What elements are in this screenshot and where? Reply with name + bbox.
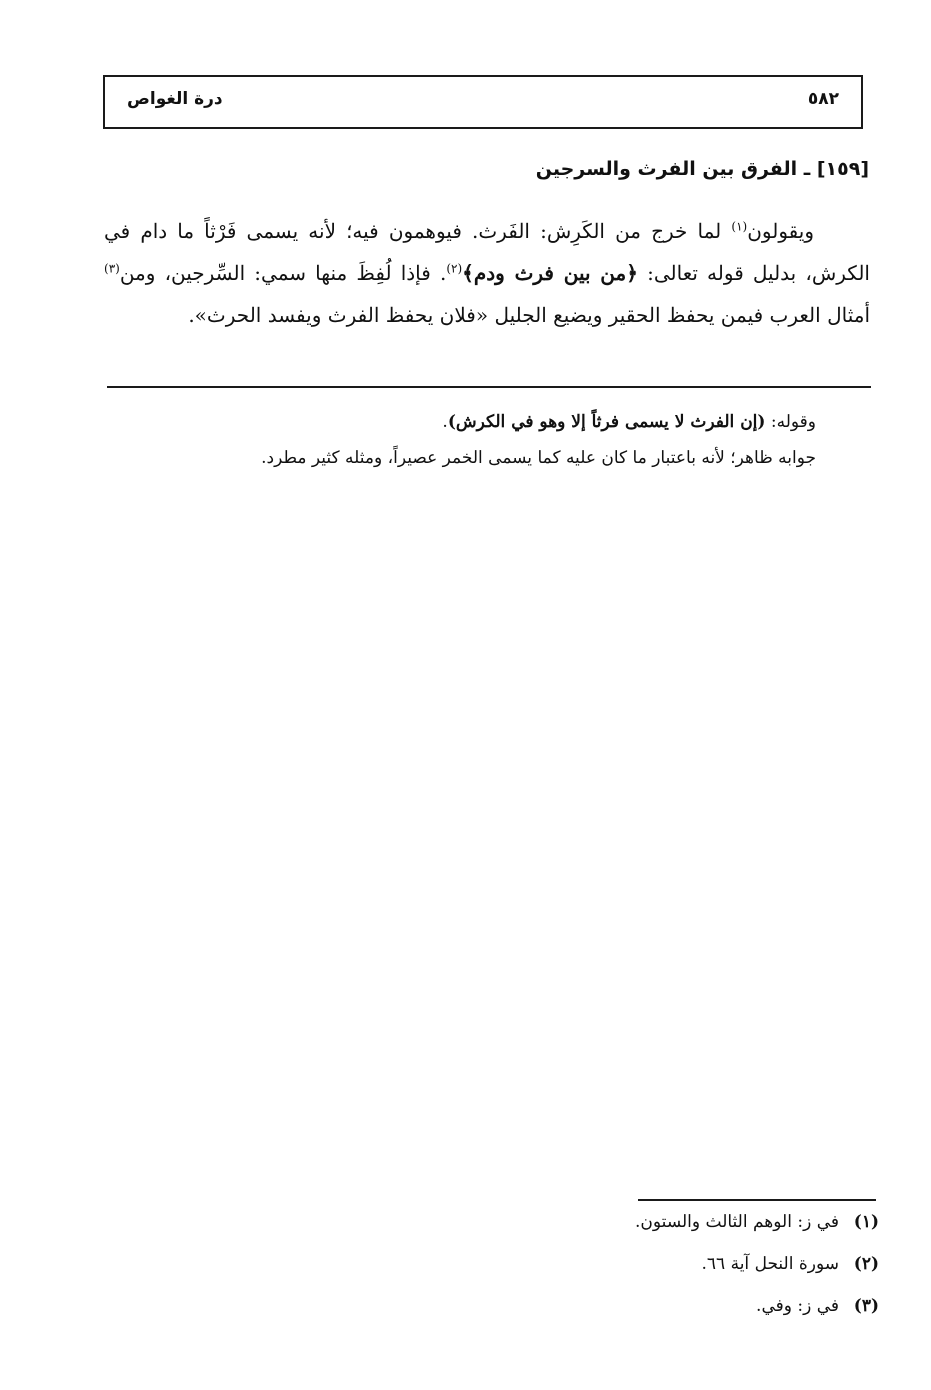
footnote-number: (١) (853, 1212, 879, 1232)
footnote-number: (٢) (853, 1254, 879, 1274)
text-run: أمثال العرب فيمن يحفظ الحقير ويضيع الجليل «فلان يحفظ الفرث ويفسد الحرث». (188, 303, 870, 327)
commentary-line-2: جوابه ظاهر؛ لأنه باعتبار ما كان عليه كما يسمى الخمر عصيراً، ومثله كثير مطرد. (261, 448, 816, 468)
main-text (104, 210, 870, 336)
book-title: درة الغواص (127, 89, 223, 109)
footnote-ref-1: (١) (731, 219, 748, 234)
section-title: [١٥٩] ـ الفرق بين الفرث والسرجين (535, 158, 869, 180)
footnote-text: في ز: الوهم الثالث والستون. (635, 1212, 839, 1232)
footnote-item (379, 1212, 879, 1254)
text-run: ويقولون (747, 219, 814, 243)
commentary-line-1 (104, 404, 816, 440)
footnote-item (379, 1254, 879, 1296)
running-header (103, 75, 863, 129)
text-run: . فإذا لُفِظَ منها سمي: السِّرجين، ومن (119, 261, 447, 285)
footnote-text: في ز: وفي. (756, 1296, 839, 1316)
footnote-ref-2: (٢) (446, 261, 463, 276)
quoted-claim: (إن الفرث لا يسمى فرثاً إلا وهو في الكرش) (447, 412, 766, 432)
page-number: ٥٨٢ (807, 89, 839, 109)
footnote-item (379, 1296, 879, 1338)
quran-quote: ﴿من بين فرث ودم﴾ (462, 261, 638, 285)
text-run: . (442, 412, 448, 432)
footnote-text: سورة النحل آية ٦٦. (701, 1254, 839, 1274)
footnote-number: (٣) (853, 1296, 879, 1316)
text-run: لما خرج من الكَرِش: الفَرث. فيوهمون فيه؛ لأنه يسمى فَرْثاً ما دام في الكرش، بدليل قوله تعالى: (104, 219, 870, 285)
footnote-rule (638, 1199, 876, 1201)
footnotes (379, 1212, 879, 1338)
commentary (104, 404, 816, 476)
main-paragraph (104, 210, 870, 336)
footnote-ref-3: (٣) (104, 261, 120, 276)
section-divider (107, 386, 871, 388)
text-run: وقوله: (765, 412, 816, 432)
